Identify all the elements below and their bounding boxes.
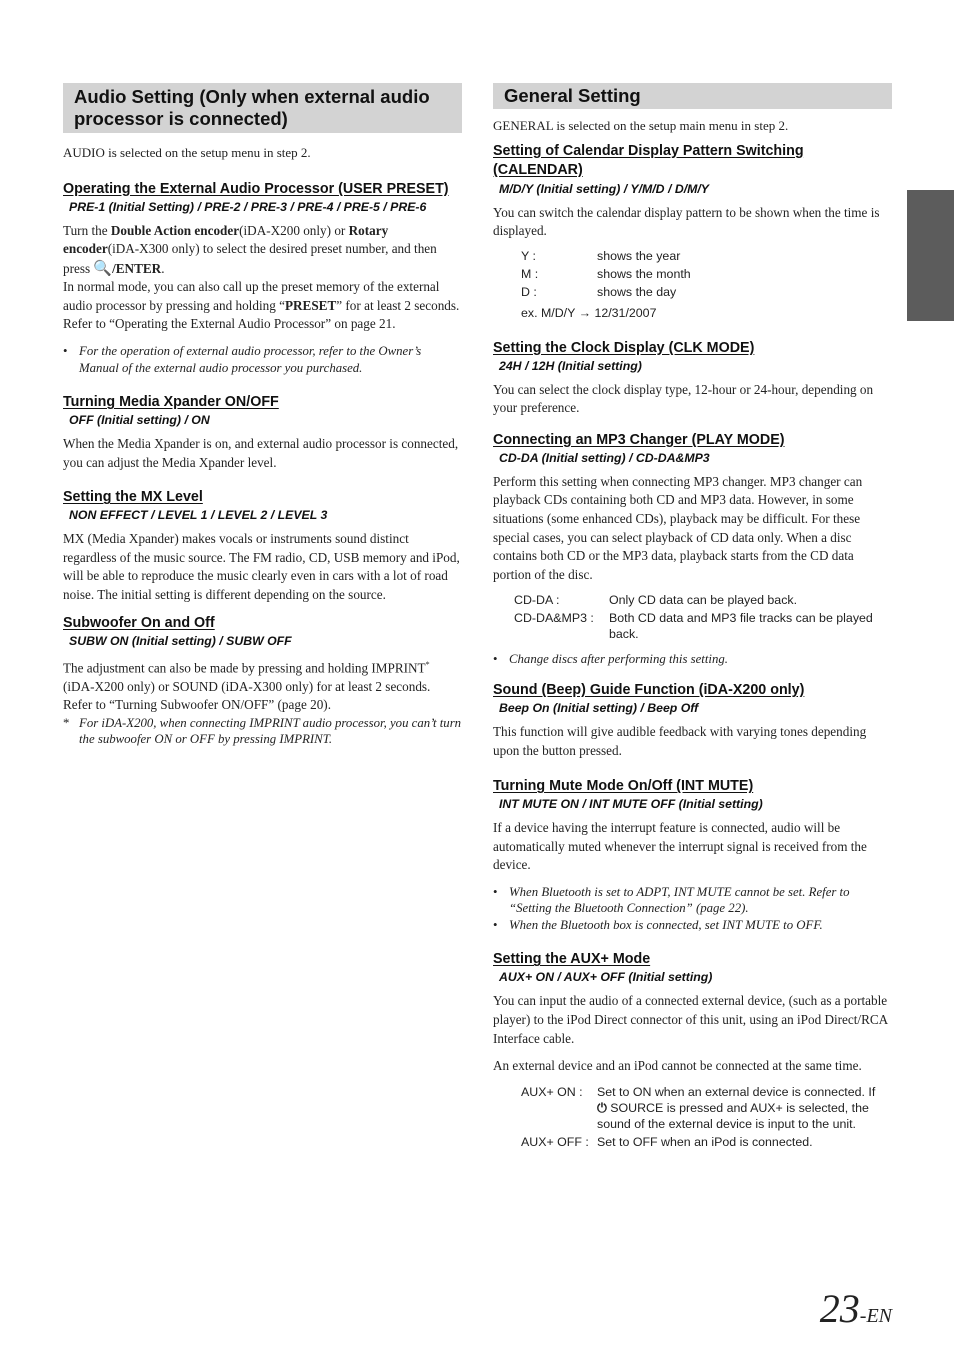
subwoofer-paragraph: The adjustment can also be made by pressing and holding IMPRINT* (iDA-X200 only) or SOUND (iDA-X300 only) for at least 2 seconds. Refer to “Turning Subwoofer ON/OFF” (page 20). <box>63 659 431 713</box>
calendar-def-row <box>521 266 691 284</box>
general-setting-column <box>493 83 892 1150</box>
calendar-example: ex. M/D/Y → 12/31/2007 <box>521 305 657 320</box>
aux-on-row <box>521 1084 892 1132</box>
audio-setting-title: Audio Setting (Only when external audio processor is connected) <box>63 83 462 133</box>
calendar-def-value: shows the month <box>597 266 691 281</box>
mp3-def-row <box>514 592 890 610</box>
clock-options: 24H / 12H (Initial setting) <box>499 358 642 373</box>
calendar-def-key: M : <box>521 266 539 281</box>
subwoofer-options: SUBW ON (Initial setting) / SUBW OFF <box>69 633 292 648</box>
calendar-def-value: shows the day <box>597 284 677 299</box>
power-icon: ⏻ <box>597 1099 607 1115</box>
aux-off-value: Set to OFF when an iPod is connected. <box>597 1134 813 1149</box>
mp3-def-row <box>514 610 890 644</box>
mp3-def-value: Both CD data and MP3 file tracks can be played back. <box>609 611 873 642</box>
calendar-heading: Setting of Calendar Display Pattern Switching (CALENDAR) <box>493 142 804 178</box>
aux-off-row <box>521 1132 892 1150</box>
aux-on-key: AUX+ ON : <box>521 1084 583 1099</box>
search-icon: 🔍 <box>93 258 113 277</box>
beep-heading: Sound (Beep) Guide Function (iDA-X200 only) <box>493 681 805 698</box>
mp3-note: • Change discs after performing this setting. <box>493 652 728 667</box>
mp3-def-key: CD-DA : <box>514 593 560 608</box>
calendar-def-row <box>521 284 691 302</box>
aux-paragraph-1: You can input the audio of a connected external device, (such as a portable player) to the iPod Direct connector of this unit, using an iPod Direct/RCA Interface cable. <box>493 993 888 1046</box>
page-number: 23-EN <box>819 1286 892 1331</box>
user-preset-paragraph-1: Turn the Double Action encoder(iDA-X200 only) or Rotary encoder(iDA-X300 only) to select the desired preset number, and then press 🔍/ENTER. <box>63 222 437 277</box>
mp3-paragraph: Perform this setting when connecting MP3 changer. MP3 changer can playback CDs containing both CD and MP3 data. However, in some situations (some enhanced CDs), playback may be difficult. For these special cases, you can select playback of CD data only. When a disc contains both CD or the MP3 data, playback starts from the CD data portion of the disc. <box>493 473 863 582</box>
general-lead: GENERAL is selected on the setup main menu in step 2. <box>493 118 789 133</box>
chapter-thumb-tab <box>907 190 954 321</box>
mute-paragraph: If a device having the interrupt feature is connected, audio will be automatically muted whenever the interrupt signal is received from the device. <box>493 820 867 873</box>
subwoofer-note: * For iDA-X200, when connecting IMPRINT audio processor, you can’t turn the subwoofer ON or OFF by pressing IMPRINT. <box>63 715 462 747</box>
aux-on-value: Set to ON when an external device is connected. If ⏻ SOURCE is pressed and AUX+ is selected, the sound of the external device is input to the unit. <box>597 1084 876 1131</box>
aux-definitions <box>521 1084 892 1150</box>
calendar-options: M/D/Y (Initial setting) / Y/M/D / D/M/Y <box>499 181 709 196</box>
mx-level-paragraph: MX (Media Xpander) makes vocals or instruments sound distinct regardless of the music source. The FM radio, CD, USB memory and iPod, will be able to reproduce the music clearly even in cars with a lot of road noise. The initial setting is different depending on the source. <box>63 531 460 603</box>
media-xpander-paragraph: When the Media Xpander is on, and external audio processor is connected, you can adjust the Media Xpander level. <box>63 436 459 470</box>
calendar-def-key: Y : <box>521 248 536 263</box>
subwoofer-heading: Subwoofer On and Off <box>63 614 215 631</box>
beep-paragraph: This function will give audible feedback with varying tones depending upon the button pressed. <box>493 723 867 758</box>
audio-setting-column <box>63 83 462 748</box>
mute-heading: Turning Mute Mode On/Off (INT MUTE) <box>493 778 754 795</box>
media-xpander-heading: Turning Media Xpander ON/OFF <box>63 394 279 411</box>
clock-heading: Setting the Clock Display (CLK MODE) <box>493 339 755 356</box>
beep-options: Beep On (Initial setting) / Beep Off <box>499 700 699 715</box>
mute-options: INT MUTE ON / INT MUTE OFF (Initial setting) <box>499 797 763 812</box>
aux-heading: Setting the AUX+ Mode <box>493 951 651 968</box>
mp3-definitions <box>514 592 890 644</box>
media-xpander-options: OFF (Initial setting) / ON <box>69 413 210 428</box>
mp3-options: CD-DA (Initial setting) / CD-DA&MP3 <box>499 450 710 465</box>
mute-note-2: • When the Bluetooth box is connected, set INT MUTE to OFF. <box>493 917 823 932</box>
aux-options: AUX+ ON / AUX+ OFF (Initial setting) <box>499 970 713 985</box>
calendar-paragraph: You can switch the calendar display pattern to be shown when the time is displayed. <box>493 204 880 239</box>
mx-level-heading: Setting the MX Level <box>63 489 203 506</box>
calendar-def-key: D : <box>521 284 537 299</box>
user-preset-options: PRE-1 (Initial Setting) / PRE-2 / PRE-3 / PRE-4 / PRE-5 / PRE-6 <box>69 199 427 214</box>
calendar-def-row <box>521 248 691 266</box>
user-preset-paragraph-2: In normal mode, you can also call up the preset memory of the external audio processor by pressing and holding “PRESET” for at least 2 seconds. Refer to “Operating the External Audio Processor” on page 21. <box>63 279 460 332</box>
aux-off-key: AUX+ OFF : <box>521 1134 589 1149</box>
user-preset-heading: Operating the External Audio Processor (USER PRESET) <box>63 180 449 197</box>
general-setting-title: General Setting <box>493 83 892 109</box>
mp3-def-key: CD-DA&MP3 : <box>514 611 594 626</box>
calendar-definitions <box>521 248 691 302</box>
audio-lead: AUDIO is selected on the setup menu in step 2. <box>63 145 311 160</box>
mp3-heading: Connecting an MP3 Changer (PLAY MODE) <box>493 431 785 448</box>
user-preset-note: • For the operation of external audio processor, refer to the Owner’s Manual of the external audio processor you purchased. <box>63 344 422 375</box>
mx-level-options: NON EFFECT / LEVEL 1 / LEVEL 2 / LEVEL 3 <box>69 508 328 523</box>
calendar-def-value: shows the year <box>597 248 681 263</box>
aux-paragraph-2: An external device and an iPod cannot be connected at the same time. <box>493 1058 862 1074</box>
mp3-def-value: Only CD data can be played back. <box>609 593 798 608</box>
mute-note-1: • When Bluetooth is set to ADPT, INT MUTE cannot be set. Refer to “Setting the Bluetooth Connection” (page 22). <box>493 884 850 916</box>
clock-paragraph: You can select the clock display type, 12-hour or 24-hour, depending on your preference. <box>493 381 874 416</box>
